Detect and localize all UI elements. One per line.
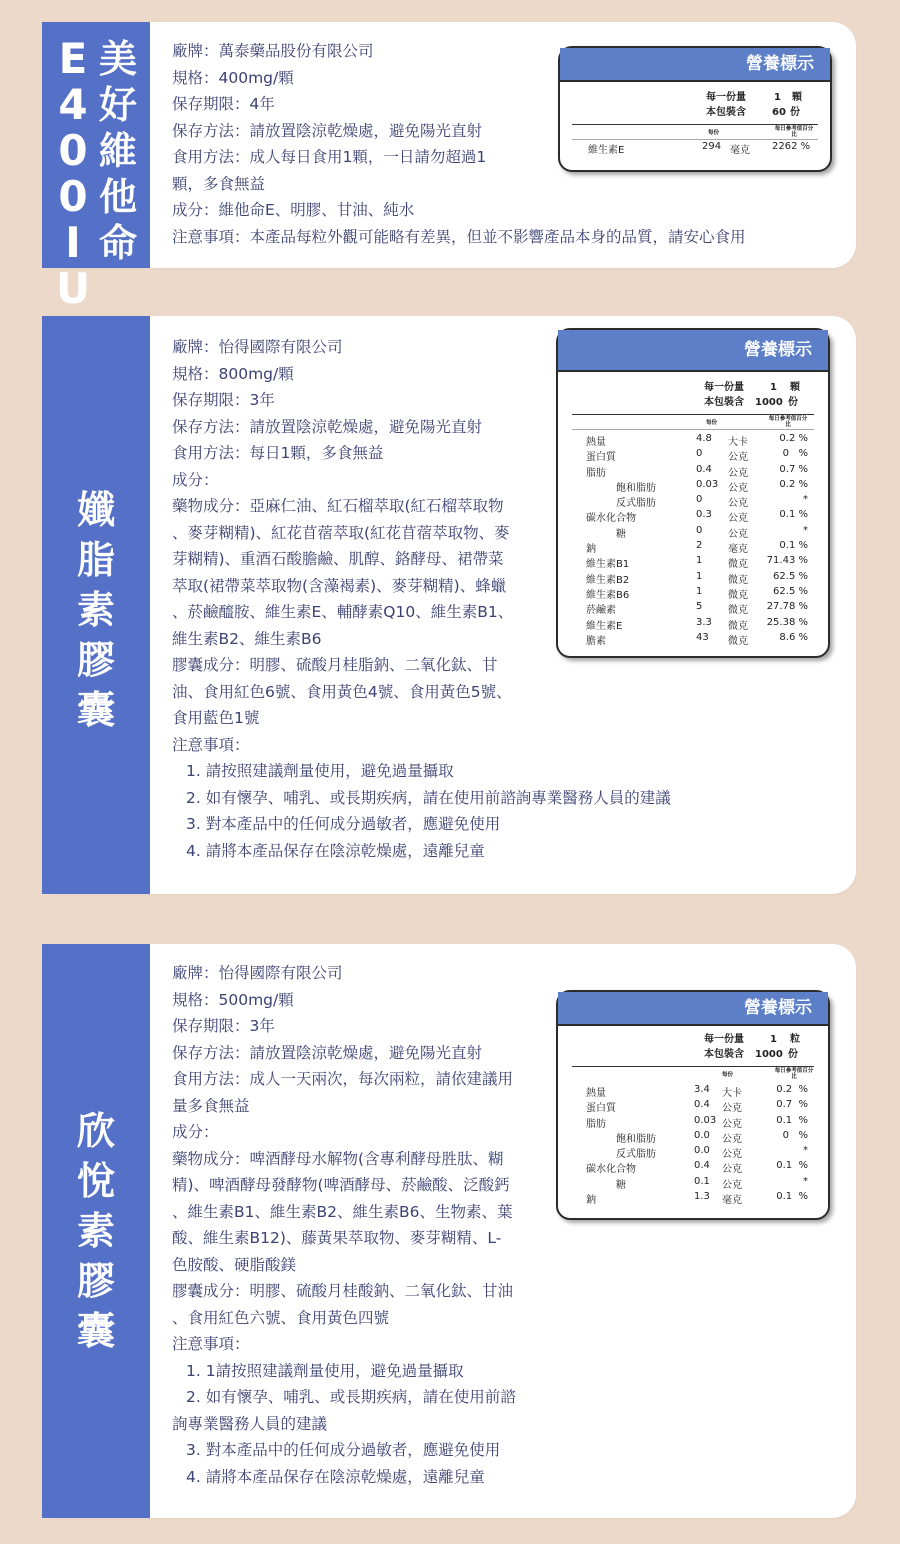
- info-line: 食用方法：每日1顆，多食無益: [172, 444, 384, 462]
- nutrient-value: 3.3: [696, 616, 712, 628]
- title-char: E: [58, 34, 88, 83]
- nutrient-name: 飽和脂肪: [616, 482, 656, 494]
- info-line: 、菸鹼醯胺、維生素E、輔酵素Q10、維生素B1、: [172, 603, 514, 621]
- title-char: 膠: [76, 638, 115, 682]
- product-title-bar: [42, 316, 150, 894]
- col-daily-value: 每日參考值百分比: [768, 416, 808, 428]
- nutrient-value: 1.3: [694, 1191, 710, 1203]
- info-line: 成分：: [172, 470, 219, 489]
- nutrient-unit: 公克: [722, 1149, 742, 1161]
- serving-info: [558, 1026, 828, 1062]
- nutrient-unit: 大卡: [728, 437, 748, 448]
- package-unit: 份: [788, 397, 798, 408]
- info-line: 保存期限：3年: [172, 1017, 275, 1035]
- serving-info: [558, 372, 828, 410]
- nutrient-unit: 微克: [728, 605, 748, 617]
- info-line: 廠牌：萬泰藥品股份有限公司: [172, 42, 374, 60]
- nutrient-row: [572, 1098, 814, 1113]
- info-line: 食用方法：成人一天兩次，每次兩粒，請依建議用: [172, 1070, 514, 1088]
- title-char: U: [55, 264, 91, 313]
- nutrient-value: 0.3: [696, 509, 712, 521]
- nutrient-name: 熱量: [586, 437, 606, 448]
- nutrient-row: [572, 616, 814, 631]
- title-char: 脂: [76, 538, 115, 582]
- info-line: 成分：維他命E、明膠、甘油、純水: [172, 201, 415, 219]
- nutrition-label-header: 營養標示: [558, 330, 828, 372]
- nutrient-unit: 微克: [728, 589, 748, 601]
- nutrient-value: 0.0: [694, 1129, 710, 1141]
- nutrient-row: [572, 1129, 814, 1144]
- nutrient-value: 294: [702, 141, 722, 152]
- note-line: 1. 請按照建議劑量使用，避免過量攝取: [186, 762, 454, 780]
- info-line: 、維生素B1、維生素B2、維生素B6、生物素、葉: [172, 1202, 513, 1221]
- nutrient-dv: 0.7 %: [779, 463, 808, 475]
- serving-label: 每一份量: [704, 382, 744, 393]
- nutrient-unit: 微克: [728, 559, 748, 571]
- nutrient-unit: 公克: [728, 467, 748, 479]
- product-card-xinyue: [42, 944, 856, 1518]
- nutrient-value: 1: [696, 555, 703, 567]
- nutrient-row: [572, 1114, 814, 1129]
- title-char: 囊: [76, 1309, 115, 1353]
- info-line: 廠牌：怡得國際有限公司: [172, 964, 343, 982]
- nutrient-row: [572, 493, 814, 508]
- nutrient-unit: 公克: [728, 528, 748, 540]
- product-card-xianzhi: [42, 316, 856, 894]
- title-char: 囊: [76, 688, 115, 732]
- info-line: 保存方法：請放置陰涼乾燥處，避免陽光直射: [172, 1043, 483, 1062]
- nutrient-name: 鈉: [586, 544, 596, 556]
- info-line: 油、食用紅色6號、食用黃色4號、食用黃色5號、: [172, 682, 512, 701]
- title-char: 好: [98, 83, 137, 127]
- info-line: 規格：400mg/顆: [172, 68, 294, 87]
- nutrition-columns: [572, 414, 814, 429]
- nutrient-name: 維生素B6: [586, 589, 630, 601]
- nutrient-name: 維生素B2: [586, 574, 630, 586]
- nutrient-value: 0: [696, 494, 703, 506]
- nutrient-unit: 微克: [728, 620, 748, 632]
- product-title-bar: [42, 22, 150, 313]
- nutrient-unit: 毫克: [728, 544, 748, 556]
- nutrient-row: [572, 478, 814, 493]
- info-line: 保存方法：請放置陰涼乾燥處，避免陽光直射: [172, 417, 483, 436]
- nutrient-unit: 毫克: [730, 145, 750, 156]
- nutrient-unit: 公克: [728, 452, 748, 464]
- nutrient-dv: 0.1 %: [776, 1160, 808, 1172]
- nutrient-dv: 27.78 %: [766, 601, 808, 613]
- title-char: 欣: [76, 1109, 115, 1153]
- note-line: 1. 1請按照建議劑量使用，避免過量攝取: [186, 1361, 464, 1380]
- package-label: 本包裝含: [704, 1049, 744, 1060]
- note-line: 4. 請將本產品保存在陰涼乾燥處，遠離兒童: [186, 841, 485, 860]
- info-line: 、食用紅色六號、食用黃色四號: [172, 1308, 390, 1327]
- nutrient-name: 碳水化合物: [586, 513, 636, 525]
- serving-value: 1: [770, 382, 777, 393]
- title-char: 命: [98, 221, 137, 265]
- col-per-serving: 每份: [708, 130, 720, 136]
- col-daily-value: 每日參考值百分比: [774, 126, 814, 138]
- nutrient-value: 0.0: [694, 1145, 710, 1157]
- nutrient-name: 蛋白質: [586, 1103, 616, 1115]
- nutrient-dv: 62.5 %: [773, 585, 808, 597]
- nutrient-name: 維生素B1: [586, 559, 630, 571]
- nutrient-unit: 微克: [728, 574, 748, 586]
- nutrient-value: 2: [696, 540, 703, 552]
- nutrient-name: 菸鹼素: [586, 605, 616, 617]
- nutrient-name: 脂肪: [586, 467, 606, 479]
- title-char: 膠: [76, 1259, 115, 1303]
- note-line: 3. 對本產品中的任何成分過敏者，應避免使用: [186, 1441, 501, 1459]
- nutrient-dv: 0.2 %: [779, 433, 808, 444]
- title-char: 4: [58, 80, 88, 129]
- package-value: 60: [772, 107, 786, 118]
- nutrient-unit: 公克: [728, 513, 748, 525]
- note-line: 2. 如有懷孕、哺乳、或長期疾病，請在使用前諮: [186, 1388, 516, 1406]
- nutrient-row: [572, 1175, 814, 1190]
- nutrient-rows: [572, 1083, 814, 1205]
- nutrition-label-header: 營養標示: [560, 48, 830, 82]
- nutrient-dv: 0.1 %: [779, 540, 808, 552]
- nutrient-unit: 公克: [722, 1118, 742, 1130]
- nutrient-row: [572, 539, 814, 554]
- info-line: 萃取(裙帶菜萃取物(含藻褐素)、麥芽糊精)、蜂蠟: [172, 576, 507, 595]
- nutrition-label-header: 營養標示: [558, 992, 828, 1026]
- info-line: 食用藍色1號: [172, 709, 260, 727]
- nutrient-dv: *: [803, 524, 808, 536]
- nutrient-unit: 大卡: [722, 1088, 742, 1099]
- nutrient-dv: 8.6 %: [779, 631, 808, 643]
- nutrient-value: 3.4: [694, 1084, 710, 1095]
- nutrient-name: 蛋白質: [586, 452, 616, 464]
- title-char: 他: [98, 175, 137, 219]
- nutrient-dv: 62.5 %: [773, 570, 808, 582]
- title-char: 孅: [76, 488, 115, 532]
- title-char: 0: [58, 126, 88, 175]
- info-line: 藥物成分：亞麻仁油、紅石榴萃取(紅石榴萃取物: [172, 497, 504, 515]
- nutrient-value: 0: [696, 524, 703, 536]
- nutrient-name: 糖: [616, 1179, 626, 1191]
- title-char: I: [65, 218, 81, 267]
- title-char: 素: [76, 1209, 115, 1253]
- col-per-serving: 每份: [722, 1072, 734, 1078]
- nutrient-row: [572, 508, 814, 523]
- package-value: 1000: [755, 1049, 783, 1060]
- info-line: 藥物成分：啤酒酵母水解物(含專利酵母胜肽、糊: [172, 1149, 504, 1168]
- nutrient-row: [572, 1144, 814, 1159]
- nutrition-label: [556, 990, 830, 1220]
- nutrient-value: 1: [696, 570, 703, 582]
- nutrient-value: 0.03: [696, 478, 719, 490]
- nutrient-name: 反式脂肪: [616, 498, 656, 510]
- info-line: 保存期限：4年: [172, 95, 275, 113]
- nutrient-row: [572, 447, 814, 462]
- info-line: 酸、維生素B12)、藤黃果萃取物、麥芽糊精、L-: [172, 1229, 502, 1247]
- nutrient-row: [572, 631, 814, 646]
- info-line: 注意事項：: [172, 1335, 250, 1353]
- note-line: 詢專業醫務人員的建議: [172, 1414, 328, 1433]
- note-line: 4. 請將本產品保存在陰涼乾燥處，遠離兒童: [186, 1467, 485, 1486]
- nutrient-unit: 公克: [722, 1103, 742, 1115]
- nutrient-name: 熱量: [586, 1088, 606, 1099]
- info-line: 規格：500mg/顆: [172, 990, 294, 1009]
- nutrient-rows: [572, 432, 814, 646]
- title-char: 維: [98, 129, 137, 173]
- info-line: 保存期限：3年: [172, 391, 275, 409]
- nutrient-dv: 0.2 %: [779, 478, 808, 490]
- info-line: 膠囊成分：明膠、硫酸月桂酸鈉、二氧化鈦、甘油: [172, 1282, 514, 1300]
- nutrient-value: 0.1: [694, 1175, 710, 1187]
- nutrient-name: 糖: [616, 528, 626, 540]
- serving-unit: 顆: [792, 92, 802, 103]
- nutrient-name: 膽素: [586, 635, 606, 647]
- info-line: 保存方法：請放置陰涼乾燥處，避免陽光直射: [172, 121, 483, 140]
- serving-unit: 顆: [790, 382, 800, 393]
- nutrient-dv: 0.7 %: [776, 1099, 808, 1111]
- nutrient-row: [572, 1159, 814, 1174]
- nutrient-name: 飽和脂肪: [616, 1133, 656, 1145]
- nutrient-dv: 2262 %: [772, 141, 811, 152]
- info-line: 、麥芽糊精)、紅花苜蓿萃取(紅花苜蓿萃取物、麥: [172, 523, 510, 542]
- serving-value: 1: [770, 1034, 777, 1045]
- nutrient-dv: 0 %: [782, 1129, 808, 1141]
- info-line: 色胺酸、硬脂酸鎂: [172, 1255, 297, 1274]
- nutrient-name: 碳水化合物: [586, 1164, 636, 1176]
- nutrient-dv: 71.43 %: [766, 555, 808, 567]
- package-value: 1000: [755, 397, 783, 408]
- serving-label: 每一份量: [704, 1034, 744, 1045]
- nutrient-row: [572, 140, 818, 155]
- info-line: 注意事項：本產品每粒外觀可能略有差異，但並不影響產品本身的品質，請安心食用: [172, 227, 746, 246]
- product-title: [42, 316, 150, 894]
- nutrient-dv: 0.1 %: [776, 1191, 808, 1203]
- info-line: 成分：: [172, 1123, 219, 1141]
- nutrient-value: 0.03: [694, 1114, 717, 1126]
- info-line: 廠牌：怡得國際有限公司: [172, 338, 343, 356]
- nutrient-dv: 25.38 %: [766, 616, 808, 628]
- nutrient-row: [572, 1083, 814, 1098]
- nutrient-row: [572, 554, 814, 569]
- nutrient-value: 43: [696, 631, 709, 643]
- nutrient-dv: 0 %: [782, 448, 808, 460]
- nutrient-dv: 0.1 %: [779, 509, 808, 521]
- package-unit: 份: [788, 1049, 798, 1060]
- nutrient-dv: 0.2 %: [776, 1084, 808, 1095]
- nutrient-row: [572, 524, 814, 539]
- title-char: 悅: [76, 1159, 115, 1203]
- nutrient-dv: *: [803, 494, 808, 506]
- info-line: 維生素B2、維生素B6: [172, 629, 322, 648]
- nutrient-row: [572, 570, 814, 585]
- product-title-cjk: [97, 36, 139, 268]
- nutrient-row: [572, 463, 814, 478]
- nutrient-value: 5: [696, 601, 703, 613]
- nutrient-value: 0.4: [694, 1099, 710, 1111]
- note-line: 2. 如有懷孕、哺乳、或長期疾病，請在使用前諮詢專業醫務人員的建議: [186, 788, 671, 807]
- nutrient-dv: 0.1 %: [776, 1114, 808, 1126]
- info-line: 顆，多食無益: [172, 174, 266, 193]
- package-label: 本包裝含: [704, 397, 744, 408]
- package-unit: 份: [790, 107, 800, 118]
- nutrient-name: 鈉: [586, 1195, 596, 1207]
- title-char: 素: [76, 588, 115, 632]
- col-per-serving: 每份: [706, 420, 718, 426]
- title-char: 美: [98, 37, 137, 81]
- nutrient-unit: 公克: [728, 482, 748, 494]
- nutrient-dv: *: [803, 1175, 808, 1187]
- nutrient-unit: 公克: [722, 1133, 742, 1145]
- info-line: 食用方法：成人每日食用1顆，一日請勿超過1: [172, 148, 487, 166]
- info-line: 精)、啤酒酵母發酵物(啤酒酵母、菸鹼酸、泛酸鈣: [172, 1176, 510, 1194]
- product-title-bar: [42, 944, 150, 1518]
- info-line: 注意事項：: [172, 735, 250, 754]
- nutrient-unit: 微克: [728, 635, 748, 647]
- nutrient-row: [572, 1190, 814, 1205]
- serving-unit: 粒: [790, 1034, 800, 1045]
- nutrient-name: 維生素E: [588, 145, 625, 156]
- title-char: 0: [58, 172, 88, 221]
- nutrient-dv: *: [803, 1145, 808, 1157]
- nutrient-unit: 公克: [722, 1179, 742, 1191]
- nutrition-columns: [572, 1066, 814, 1081]
- nutrient-name: 反式脂肪: [616, 1149, 656, 1161]
- nutrient-value: 1: [696, 585, 703, 597]
- nutrient-row: [572, 432, 814, 447]
- info-line: 量多食無益: [172, 1096, 250, 1115]
- nutrient-row: [572, 600, 814, 615]
- nutrient-value: 0.4: [694, 1160, 710, 1172]
- product-card-e400iu: [42, 22, 856, 313]
- nutrient-value: 0: [696, 448, 703, 460]
- nutrient-name: 脂肪: [586, 1118, 606, 1130]
- nutrient-unit: 毫克: [722, 1195, 742, 1207]
- nutrition-label: [556, 328, 830, 658]
- nutrient-name: 維生素E: [586, 620, 623, 632]
- nutrient-value: 0.4: [696, 463, 712, 475]
- info-line: 膠囊成分：明膠、硫酸月桂脂鈉、二氧化鈦、甘: [172, 656, 498, 674]
- col-daily-value: 每日參考值百分比: [774, 1068, 814, 1080]
- nutrient-value: 4.8: [696, 433, 712, 444]
- product-title: [42, 944, 150, 1518]
- package-label: 本包裝含: [706, 107, 746, 118]
- nutrition-columns: [572, 124, 818, 139]
- serving-info: [560, 82, 830, 120]
- nutrition-label: [558, 46, 832, 172]
- info-line: 規格：800mg/顆: [172, 364, 294, 383]
- nutrient-unit: 公克: [728, 498, 748, 510]
- nutrient-unit: 公克: [722, 1164, 742, 1176]
- serving-value: 1: [774, 92, 781, 103]
- nutrient-row: [572, 585, 814, 600]
- note-line: 3. 對本產品中的任何成分過敏者，應避免使用: [186, 815, 501, 833]
- info-line: 芽糊精)、重酒石酸膽鹼、肌醇、鉻酵母、裙帶菜: [172, 550, 504, 568]
- serving-label: 每一份量: [706, 92, 746, 103]
- product-title-latin: [53, 34, 93, 313]
